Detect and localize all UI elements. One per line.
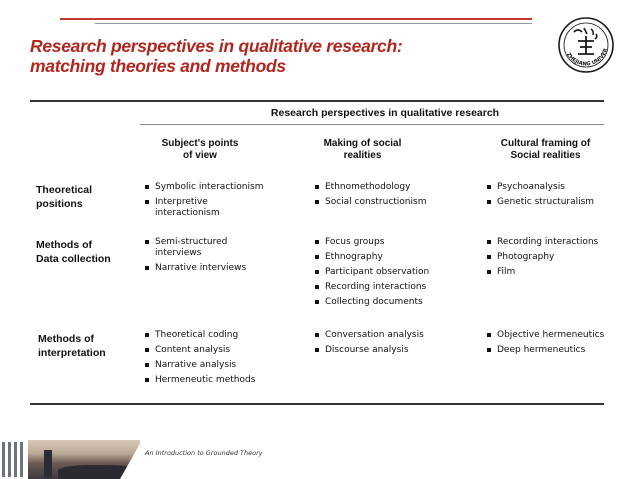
list-item: Focus groups — [315, 237, 480, 248]
list-item: Recording interactions — [487, 237, 627, 248]
title-line-1: Research perspectives in qualitative research: — [30, 36, 403, 56]
footer-caption: An Introduction to Grounded Theory — [145, 449, 263, 457]
list-item: Narrative analysis — [145, 360, 285, 371]
row-label-interpretation: Methods of interpretation — [38, 333, 106, 359]
row-label-data-collection: Methods of Data collection — [36, 239, 111, 265]
cell-interpretation-cultural — [487, 330, 632, 360]
cell-theoretical-cultural — [487, 182, 627, 212]
cell-theoretical-making — [315, 182, 480, 212]
list-item: Ethnography — [315, 252, 480, 263]
cell-interpretation-making — [315, 330, 480, 360]
list-item: Deep hermeneutics — [487, 345, 632, 356]
column-header-subjects: Subject's points of view — [161, 138, 239, 161]
list-item: Symbolic interactionism — [145, 182, 285, 193]
column-header-making: Making of social realities — [323, 138, 402, 161]
logo-text: ZHEJIANG UNIVER — [565, 47, 610, 68]
table-header-rule — [140, 124, 604, 125]
column-header-cultural: Cultural framing of Social realities — [500, 138, 591, 161]
list-item: Genetic structuralism — [487, 197, 627, 208]
list-item: Theoretical coding — [145, 330, 285, 341]
list-item: Objective hermeneutics — [487, 330, 632, 341]
table-top-rule — [30, 100, 604, 102]
table-main-header: Research perspectives in qualitative research — [270, 107, 500, 119]
header-divider-line — [95, 23, 532, 24]
list-item: Conversation analysis — [315, 330, 480, 341]
list-item: Film — [487, 267, 627, 278]
slide-title — [30, 36, 530, 76]
list-item: Interpretive interactionism — [145, 197, 241, 219]
footer-stripes — [0, 440, 30, 479]
cell-theoretical-subjects — [145, 182, 285, 223]
list-item: Participant observation — [315, 267, 480, 278]
list-item: Social constructionism — [315, 197, 480, 208]
footer-photo — [0, 440, 140, 479]
list-item: Psychoanalysis — [487, 182, 627, 193]
title-line-2: matching theories and methods — [30, 56, 286, 76]
table-bottom-rule — [30, 403, 604, 405]
row-label-theoretical-positions: Theoretical positions — [36, 184, 93, 210]
cell-collection-cultural — [487, 237, 627, 282]
list-item: Recording interactions — [315, 282, 480, 293]
list-item: Hermeneutic methods — [145, 375, 285, 386]
list-item: Content analysis — [145, 345, 285, 356]
list-item: Photography — [487, 252, 627, 263]
university-seal-icon — [556, 14, 616, 76]
list-item: Narrative interviews — [145, 263, 285, 274]
cell-collection-subjects — [145, 237, 285, 278]
cell-interpretation-subjects — [145, 330, 285, 390]
list-item: Ethnomethodology — [315, 182, 480, 193]
list-item: Semi-structured interviews — [145, 237, 235, 259]
list-item: Collecting documents — [315, 297, 480, 308]
header-accent-line — [60, 18, 532, 20]
cell-collection-making — [315, 237, 480, 312]
list-item: Discourse analysis — [315, 345, 480, 356]
